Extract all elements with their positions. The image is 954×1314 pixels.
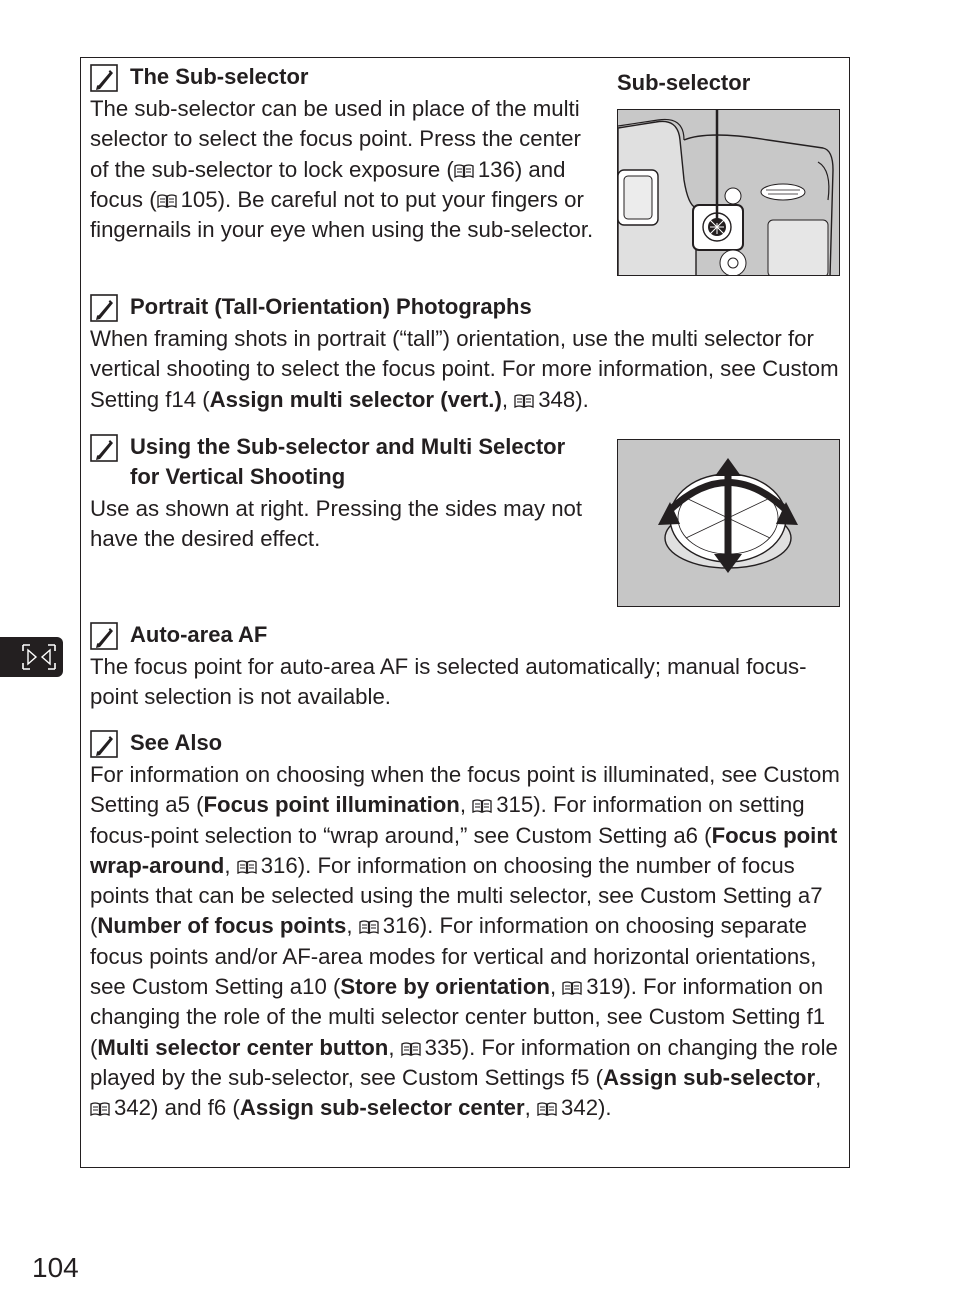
multi-selector-direction-figure — [617, 439, 840, 607]
chapter-tab — [0, 637, 63, 677]
pencil-icon — [90, 620, 130, 648]
page-ref-number: 316 — [382, 913, 420, 939]
section-heading — [90, 432, 605, 492]
setting-name: Assign sub-selector center — [239, 1095, 525, 1121]
setting-name: Assign multi selector (vert.) — [209, 386, 502, 412]
section-title: Auto-area AF — [130, 622, 268, 647]
text-run: , — [815, 1064, 822, 1090]
text-run: When framing shots in portrait (“tall”) orientation, use the multi selector for vertical shooting to select the focus point. For more information, see Custom Setting f14 ( — [90, 326, 839, 412]
page-number: 104 — [32, 1252, 79, 1283]
page-ref-number: 348 — [538, 386, 576, 412]
page-reference[interactable] — [537, 1095, 598, 1120]
figure-label: Sub-selector — [617, 70, 751, 95]
page-reference[interactable] — [90, 1095, 151, 1120]
section-body — [90, 652, 842, 713]
setting-name: Store by orientation — [340, 974, 550, 1000]
page-reference[interactable] — [562, 974, 623, 999]
text-run: Use as shown at right. Pressing the sides may not have the desired effect. — [90, 496, 583, 552]
book-icon — [537, 1101, 557, 1117]
text-run: , — [459, 792, 473, 818]
text-run: ). — [598, 1095, 612, 1121]
page-ref-number: 316 — [260, 852, 298, 878]
page-reference[interactable] — [514, 387, 575, 412]
focus-tab-icon — [22, 644, 56, 670]
text-run: ). For information on changing the role of the multi selector center button, see Custom Setting f1 ( — [90, 974, 826, 1060]
pencil-icon — [90, 62, 130, 90]
page-reference[interactable] — [237, 853, 298, 878]
section-title: The Sub-selector — [130, 64, 309, 89]
setting-name: Multi selector center button — [97, 1034, 389, 1060]
setting-name: Focus point illumination — [203, 792, 460, 818]
book-icon — [401, 1041, 421, 1057]
page-reference[interactable] — [157, 187, 218, 212]
section-title: Portrait (Tall-Orientation) Photographs — [130, 294, 532, 319]
section-see-also — [90, 728, 842, 1124]
text-run: , — [549, 974, 563, 1000]
page-reference[interactable] — [472, 792, 533, 817]
text-run: The sub-selector can be used in place of the multi selector to select the focus point. Press the center of the sub-selector to lock exposure ( — [90, 96, 581, 182]
page-reference[interactable] — [401, 1035, 462, 1060]
book-icon — [237, 859, 257, 875]
section-title: See Also — [130, 730, 223, 755]
text-run: ). Be careful not to put your fingers or fingernails in your eye when using the sub-selector. — [90, 186, 594, 243]
section-title — [130, 432, 565, 492]
text-run: ) and f6 ( — [151, 1095, 240, 1121]
text-run: ). For information on setting focus-point selection to “wrap around,” see Custom Setting a6 ( — [90, 792, 805, 848]
text-run: ). For information on changing the role played by the sub-selector, see Custom Settings f5 ( — [90, 1034, 838, 1090]
page-ref-number: 315 — [496, 792, 534, 818]
section-vertical-shooting — [90, 432, 605, 555]
page-ref-number: 319 — [586, 974, 624, 1000]
text-run: ). For information on choosing separate focus points and/or AF-area modes for vertical and horizontal orientations, see Custom Setting a10 ( — [90, 913, 817, 1000]
title-line-2: for Vertical Shooting — [130, 464, 346, 489]
setting-name: Number of focus points — [97, 913, 347, 939]
text-run: , — [388, 1034, 401, 1060]
page-reference[interactable] — [359, 913, 420, 938]
page-ref-number: 342 — [114, 1095, 152, 1121]
page-ref-number: 335 — [424, 1034, 462, 1060]
page-reference[interactable] — [454, 157, 515, 182]
setting-name: Focus point wrap-around — [90, 822, 838, 878]
book-icon — [90, 1101, 110, 1117]
section-body — [90, 324, 842, 415]
pencil-icon — [90, 292, 130, 320]
text-run: The focus point for auto-area AF is selected automatically; manual focus-point selection is not available. — [90, 654, 807, 710]
page-ref-number: 105 — [180, 186, 218, 212]
book-icon — [472, 798, 492, 814]
section-portrait — [90, 292, 842, 415]
text-run: ) and focus ( — [90, 156, 566, 212]
section-heading — [90, 62, 605, 92]
book-icon — [157, 193, 177, 209]
text-run: , — [346, 913, 359, 939]
section-heading — [90, 620, 842, 650]
pencil-icon — [90, 432, 130, 460]
book-icon — [454, 163, 474, 179]
section-auto-area — [90, 620, 842, 713]
book-icon — [514, 393, 534, 409]
text-run: , — [224, 852, 237, 878]
book-icon — [562, 980, 582, 996]
text-run: ). — [575, 386, 589, 412]
setting-name: Assign sub-selector — [603, 1064, 816, 1090]
section-body — [90, 94, 605, 245]
section-sub-selector — [90, 62, 605, 245]
page-ref-number: 342 — [561, 1095, 599, 1121]
title-line-1: Using the Sub-selector and Multi Selector — [130, 434, 566, 459]
camera-sub-selector-figure — [617, 109, 840, 276]
section-body — [90, 760, 842, 1124]
text-run: , — [501, 386, 515, 412]
text-run: ). For information on choosing the number of focus points that can be selected using the multi selector, see Custom Setting a7 ( — [90, 852, 823, 939]
text-run: For information on choosing when the focus point is illuminated, see Custom Setting a5 ( — [90, 762, 840, 818]
section-heading — [90, 728, 842, 758]
section-heading — [90, 292, 842, 322]
section-body — [90, 494, 605, 555]
page-ref-number: 136 — [477, 156, 515, 182]
book-icon — [359, 919, 379, 935]
pencil-icon — [90, 728, 130, 756]
text-run: , — [524, 1095, 538, 1121]
